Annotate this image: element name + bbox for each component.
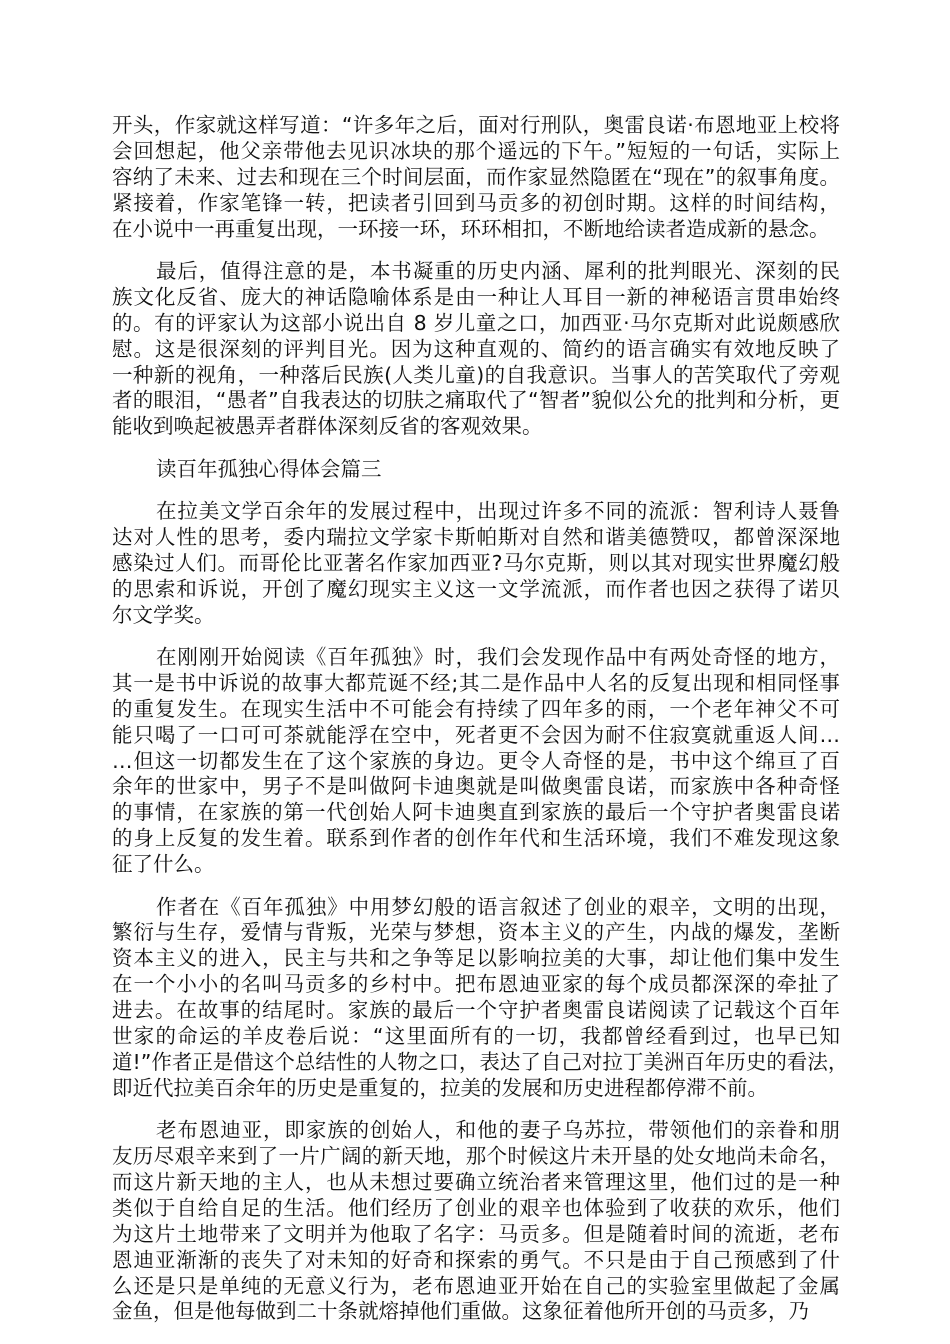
paragraph [112,113,840,242]
heading-text: 读百年孤独心得体会篇三 [156,456,382,481]
paragraph [112,1118,840,1325]
document-page [112,113,849,1342]
paragraph [112,499,840,628]
paragraph [112,894,849,1102]
text-line: 其一是书中诉说的故事大都荒诞不经;其二是作品中人名的反复出现和相同怪事 [112,670,840,695]
text-line: 容纳了未来、过去和现在三个时间层面，而作家显然隐匿在“现在”的叙事角度。 [112,164,840,189]
text-line: 在拉美文学百余年的发展过程中，出现过许多不同的流派：智利诗人聂鲁 [156,499,840,524]
text-line: 世家的命运的羊皮卷后说：“这里面所有的一切，我都曾经看到过，也早已知 [112,1024,840,1048]
section-heading [112,457,840,483]
text-line: 即近代拉美百余年的历史是重复的，拉美的发展和历史进程都停滞不前。 [112,1075,768,1100]
text-line: …但这一切都发生在了这个家族的身边。更令人奇怪的是，书中这个绵亘了百 [112,748,840,773]
text-line: 尔文学奖。 [112,602,215,627]
text-line: 友历尽艰辛来到了一片广阔的新天地，那个时候这片未开垦的处女地尚未命名， [112,1144,840,1169]
text-line: 一种新的视角，一种落后民族(人类儿童)的自我意识。当事人的苦笑取代了旁观 [112,362,840,387]
text-line: 的身上反复的发生着。联系到作者的创作年代和生活环境，我们不难发现这象 [112,826,840,851]
text-line: 余年的世家中，男子不是叫做阿卡迪奥就是叫做奥雷良诺，而家族中各种奇怪 [112,774,840,799]
text-line: 道!”作者正是借这个总结性的人物之口，表达了自己对拉丁美洲百年历史的看法， [112,1049,849,1074]
text-line: 的事情，在家族的第一代创始人阿卡迪奥直到家族的最后一个守护者奥雷良诺 [112,800,840,825]
text-line: 繁衍与生存，爱情与背叛，光荣与梦想，资本主义的产生，内战的爆发，垄断 [112,920,840,945]
text-line: 紧接着，作家笔锋一转，把读者引回到马贡多的初创时期。这样的时间结构， [112,190,840,215]
text-line: 在一个小小的名叫马贡多的乡村中。把布恩迪亚家的每个成员都深深的牵扯了 [112,972,840,997]
text-line: 开头，作家就这样写道：“许多年之后，面对行刑队，奥雷良诺·布恩地亚上校将 [112,113,840,137]
text-line: 能只喝了一口可可茶就能浮在空中，死者更不会因为耐不住寂寞就重返人间… [112,722,840,747]
text-line: 达对人性的思考，委内瑞拉文学家卡斯帕斯对自然和谐美德赞叹，都曾深深地 [112,524,840,549]
text-line: 老布恩迪亚，即家族的创始人，和他的妻子乌苏拉，带领他们的亲眷和朋 [156,1118,840,1143]
text-line: 作者在《百年孤独》中用梦幻般的语言叙述了创业的艰辛，文明的出现， [156,894,840,919]
text-line: 的思索和诉说，开创了魔幻现实主义这一文学流派，而作者也因之获得了诺贝 [112,576,840,601]
text-line: 会回想起，他父亲带他去见识冰块的那个遥远的下午。”短短的一句话，实际上 [112,138,840,163]
text-line: 在小说中一再重复出现，一环接一环，环环相扣，不断地给读者造成新的悬念。 [112,216,830,241]
text-line: 为这片土地带来了文明并为他取了名字：马贡多。但是随着时间的流逝，老布 [112,1221,840,1246]
text-line: 在刚刚开始阅读《百年孤独》时，我们会发现作品中有两处奇怪的地方， [156,645,840,670]
text-line: 最后，值得注意的是，本书凝重的历史内涵、犀利的批判眼光、深刻的民 [156,258,840,283]
text-line: 感染过人们。而哥伦比亚著名作家加西亚?马尔克斯，则以其对现实世界魔幻般 [112,550,840,575]
paragraph [112,259,840,440]
text-line: 征了什么。 [112,852,215,877]
text-line: 么还是只是单纯的无意义行为，老布恩迪亚开始在自己的实验室里做起了金属 [112,1273,840,1298]
text-line: 进去。在故事的结尾时。家族的最后一个守护者奥雷良诺阅读了记载这个百年 [112,998,840,1023]
text-line: 恩迪亚渐渐的丧失了对未知的好奇和探索的勇气。不只是由于自己预感到了什 [112,1247,840,1272]
text-line: 的。有的评家认为这部小说出自 8 岁儿童之口，加西亚·马尔克斯对此说颇感欣 [112,310,840,335]
text-line: 者的眼泪，“愚者”自我表达的切肤之痛取代了“智者”貌似公允的批判和分析，更 [112,388,840,413]
text-line: 能收到唤起被愚弄者群体深刻反省的客观效果。 [112,414,543,439]
text-line: 类似于自给自足的生活。他们经历了创业的艰辛也体验到了收获的欢乐，他们 [112,1195,840,1220]
text-line: 而这片新天地的主人，也从未想过要确立统治者来管理这里，他们过的是一种 [112,1169,840,1194]
text-line: 族文化反省、庞大的神话隐喻体系是由一种让人耳目一新的神秘语言贯串始终 [112,284,840,309]
text-line: 慰。这是很深刻的评判目光。因为这种直观的、简约的语言确实有效地反映了 [112,336,840,361]
text-line: 的重复发生。在现实生活中不可能会有持续了四年多的雨，一个老年神父不可 [112,696,840,721]
text-line: 金鱼，但是他每做到二十条就熔掉他们重做。这象征着他所开创的马贡多，乃 [112,1299,809,1324]
paragraph [112,645,840,878]
text-line: 资本主义的进入，民主与共和之争等足以影响拉美的大事，却让他们集中发生 [112,946,840,971]
